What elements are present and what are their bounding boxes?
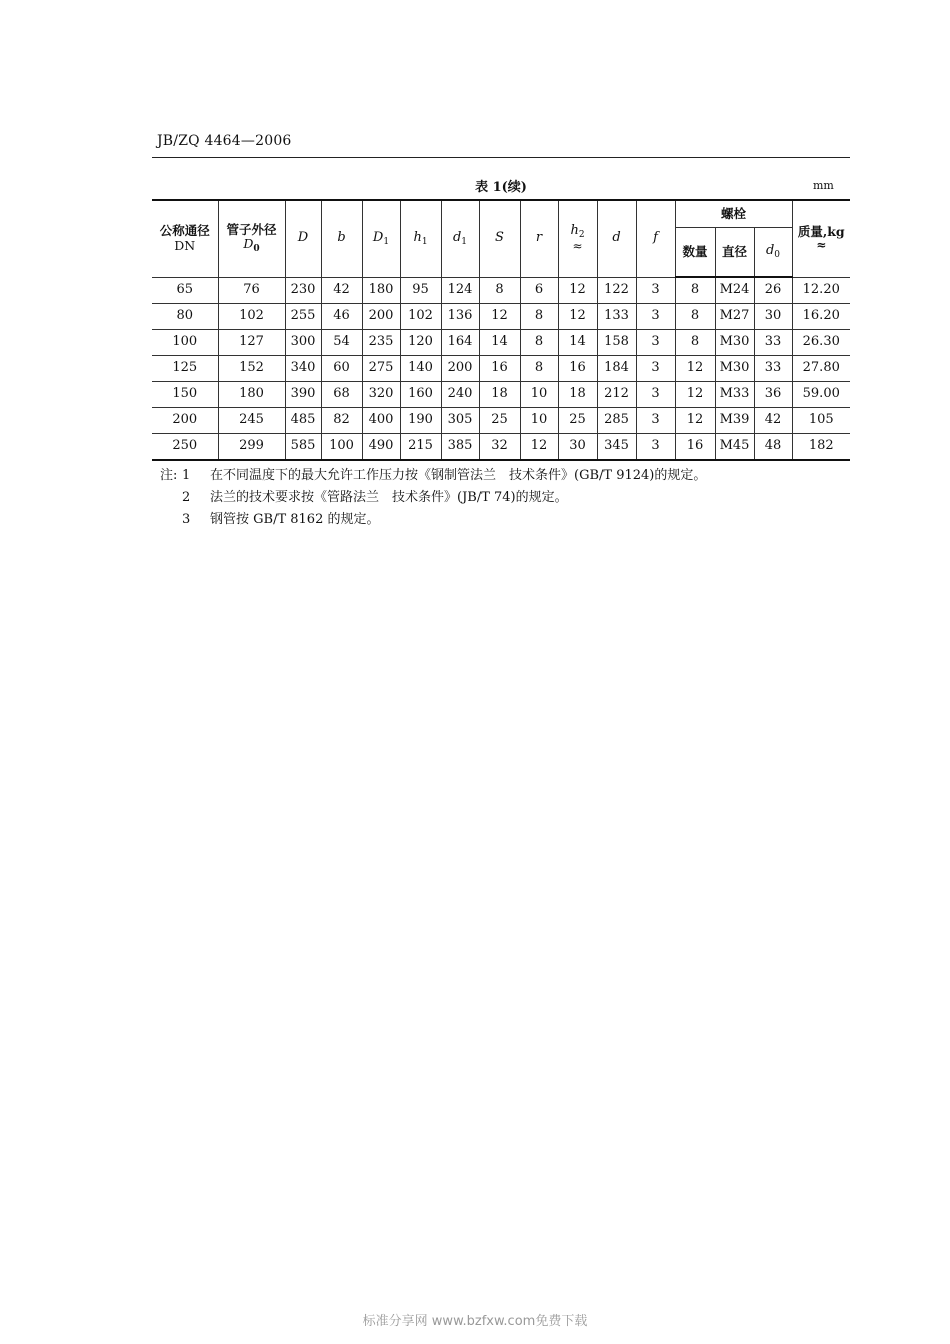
table-cell: 164 bbox=[441, 330, 479, 356]
header-pipe-outer-diameter: 管子外径 $D_0$ bbox=[218, 200, 285, 277]
table-cell: 25 bbox=[558, 408, 597, 434]
table-cell: M27 bbox=[715, 304, 754, 330]
table-cell: 16 bbox=[558, 356, 597, 382]
flange-spec-table bbox=[152, 199, 850, 461]
table-cell: 182 bbox=[792, 434, 850, 461]
table-cell: 12 bbox=[479, 304, 520, 330]
table-cell: 102 bbox=[218, 304, 285, 330]
table-cell: 25 bbox=[479, 408, 520, 434]
unit-label: mm bbox=[813, 179, 834, 192]
table-cell: 60 bbox=[321, 356, 362, 382]
table-cell: 124 bbox=[441, 277, 479, 304]
table-cell: 320 bbox=[362, 382, 400, 408]
table-row bbox=[152, 356, 850, 382]
table-cell: 230 bbox=[285, 277, 321, 304]
header-bolt-diameter: 直径 bbox=[715, 228, 754, 278]
table-cell: 33 bbox=[754, 330, 792, 356]
table-cell: 133 bbox=[597, 304, 636, 330]
table-cell: 6 bbox=[520, 277, 558, 304]
table-cell: 490 bbox=[362, 434, 400, 461]
header-d: d bbox=[597, 200, 636, 277]
table-cell: 8 bbox=[675, 277, 715, 304]
table-cell: 255 bbox=[285, 304, 321, 330]
header-h1: $h_1$ bbox=[400, 200, 441, 277]
table-cell: 46 bbox=[321, 304, 362, 330]
table-cell: 100 bbox=[321, 434, 362, 461]
table-cell: 102 bbox=[400, 304, 441, 330]
table-cell: 48 bbox=[754, 434, 792, 461]
table-cell: 54 bbox=[321, 330, 362, 356]
table-cell: 125 bbox=[152, 356, 218, 382]
header-rule bbox=[152, 157, 850, 158]
table-cell: 120 bbox=[400, 330, 441, 356]
table-cell: 127 bbox=[218, 330, 285, 356]
table-cell: 245 bbox=[218, 408, 285, 434]
table-cell: 16 bbox=[479, 356, 520, 382]
table-cell: 14 bbox=[479, 330, 520, 356]
table-cell: 16.20 bbox=[792, 304, 850, 330]
table-cell: 3 bbox=[636, 277, 675, 304]
table-cell: 8 bbox=[675, 330, 715, 356]
document-id: JB/ZQ 4464—2006 bbox=[157, 133, 292, 149]
table-cell: M30 bbox=[715, 330, 754, 356]
table-cell: 8 bbox=[520, 330, 558, 356]
table-cell: 3 bbox=[636, 382, 675, 408]
table-cell: 33 bbox=[754, 356, 792, 382]
table-cell: 8 bbox=[675, 304, 715, 330]
table-cell: M30 bbox=[715, 356, 754, 382]
table-cell: 8 bbox=[520, 356, 558, 382]
table-cell: 585 bbox=[285, 434, 321, 461]
table-cell: M24 bbox=[715, 277, 754, 304]
header-d1: $d_1$ bbox=[441, 200, 479, 277]
header-S: S bbox=[479, 200, 520, 277]
header-mass: 质量,kg ≈ bbox=[792, 200, 850, 277]
table-cell: 12 bbox=[675, 382, 715, 408]
table-cell: 136 bbox=[441, 304, 479, 330]
table-cell: 32 bbox=[479, 434, 520, 461]
table-cell: 8 bbox=[520, 304, 558, 330]
table-cell: 26 bbox=[754, 277, 792, 304]
table-cell: 12 bbox=[675, 356, 715, 382]
table-cell: 12 bbox=[675, 408, 715, 434]
table-cell: 76 bbox=[218, 277, 285, 304]
table-cell: 10 bbox=[520, 408, 558, 434]
table-cell: 152 bbox=[218, 356, 285, 382]
table-cell: 184 bbox=[597, 356, 636, 382]
table-cell: 180 bbox=[362, 277, 400, 304]
table-cell: 390 bbox=[285, 382, 321, 408]
footer-watermark: 标准分享网 www.bzfxw.com免费下载 bbox=[362, 1314, 588, 1329]
table-cell: 16 bbox=[675, 434, 715, 461]
table-row bbox=[152, 277, 850, 304]
table-cell: 3 bbox=[636, 304, 675, 330]
table-cell: 42 bbox=[754, 408, 792, 434]
table-cell: 14 bbox=[558, 330, 597, 356]
table-cell: 105 bbox=[792, 408, 850, 434]
table-cell: 36 bbox=[754, 382, 792, 408]
header-D: D bbox=[285, 200, 321, 277]
table-cell: 385 bbox=[441, 434, 479, 461]
table-row bbox=[152, 434, 850, 461]
table-cell: 140 bbox=[400, 356, 441, 382]
note-3: 3 钢管按 GB/T 8162 的规定。 bbox=[182, 512, 380, 527]
table-cell: 3 bbox=[636, 330, 675, 356]
note-1: 注: 1 在不同温度下的最大允许工作压力按《钢制管法兰 技术条件》(GB/T 9124)的规定。 bbox=[160, 468, 707, 483]
table-cell: 80 bbox=[152, 304, 218, 330]
header-r: r bbox=[520, 200, 558, 277]
table-cell: 27.80 bbox=[792, 356, 850, 382]
table-cell: 160 bbox=[400, 382, 441, 408]
table-cell: 82 bbox=[321, 408, 362, 434]
table-row bbox=[152, 382, 850, 408]
table-cell: 180 bbox=[218, 382, 285, 408]
header-h2: $h_2$ ≈ bbox=[558, 200, 597, 277]
table-cell: 240 bbox=[441, 382, 479, 408]
table-cell: 122 bbox=[597, 277, 636, 304]
table-row bbox=[152, 408, 850, 434]
table-cell: 150 bbox=[152, 382, 218, 408]
table-body bbox=[152, 277, 850, 460]
table-cell: 305 bbox=[441, 408, 479, 434]
table-cell: 100 bbox=[152, 330, 218, 356]
table-cell: 18 bbox=[558, 382, 597, 408]
table-cell: 400 bbox=[362, 408, 400, 434]
header-D1: $D_1$ bbox=[362, 200, 400, 277]
table-cell: 18 bbox=[479, 382, 520, 408]
table-cell: 10 bbox=[520, 382, 558, 408]
table-cell: 65 bbox=[152, 277, 218, 304]
table-cell: M39 bbox=[715, 408, 754, 434]
table-cell: 235 bbox=[362, 330, 400, 356]
table-cell: 42 bbox=[321, 277, 362, 304]
table-cell: 12 bbox=[520, 434, 558, 461]
header-nominal-diameter: 公称通径 DN bbox=[152, 200, 218, 277]
table-cell: 26.30 bbox=[792, 330, 850, 356]
table-row bbox=[152, 330, 850, 356]
header-bolt-group: 螺栓 bbox=[675, 200, 792, 228]
table-cell: 30 bbox=[558, 434, 597, 461]
table-cell: 200 bbox=[152, 408, 218, 434]
table-row bbox=[152, 304, 850, 330]
table-cell: 158 bbox=[597, 330, 636, 356]
header-bolt-quantity: 数量 bbox=[675, 228, 715, 278]
table-cell: 95 bbox=[400, 277, 441, 304]
table-cell: 68 bbox=[321, 382, 362, 408]
header-b: b bbox=[321, 200, 362, 277]
note-2: 2 法兰的技术要求按《管路法兰 技术条件》(JB/T 74)的规定。 bbox=[182, 490, 568, 505]
table-cell: 300 bbox=[285, 330, 321, 356]
table-cell: 250 bbox=[152, 434, 218, 461]
table-cell: 59.00 bbox=[792, 382, 850, 408]
table-cell: 3 bbox=[636, 434, 675, 461]
table-cell: 275 bbox=[362, 356, 400, 382]
table-cell: 200 bbox=[362, 304, 400, 330]
table-title: 表 1(续) bbox=[475, 180, 527, 195]
table-cell: 12 bbox=[558, 277, 597, 304]
table-cell: 12.20 bbox=[792, 277, 850, 304]
table-cell: 3 bbox=[636, 408, 675, 434]
table-cell: 285 bbox=[597, 408, 636, 434]
table-cell: 485 bbox=[285, 408, 321, 434]
table-cell: 30 bbox=[754, 304, 792, 330]
header-bolt-d0: $d_0$ bbox=[754, 228, 792, 278]
table-cell: 8 bbox=[479, 277, 520, 304]
table-cell: 3 bbox=[636, 356, 675, 382]
table-cell: 215 bbox=[400, 434, 441, 461]
table-cell: 212 bbox=[597, 382, 636, 408]
table-cell: M33 bbox=[715, 382, 754, 408]
header-f: f bbox=[636, 200, 675, 277]
table-cell: 200 bbox=[441, 356, 479, 382]
table-cell: 299 bbox=[218, 434, 285, 461]
notes-section bbox=[160, 465, 706, 531]
table-cell: 190 bbox=[400, 408, 441, 434]
table-cell: 345 bbox=[597, 434, 636, 461]
table-cell: 340 bbox=[285, 356, 321, 382]
table-cell: 12 bbox=[558, 304, 597, 330]
table-cell: M45 bbox=[715, 434, 754, 461]
